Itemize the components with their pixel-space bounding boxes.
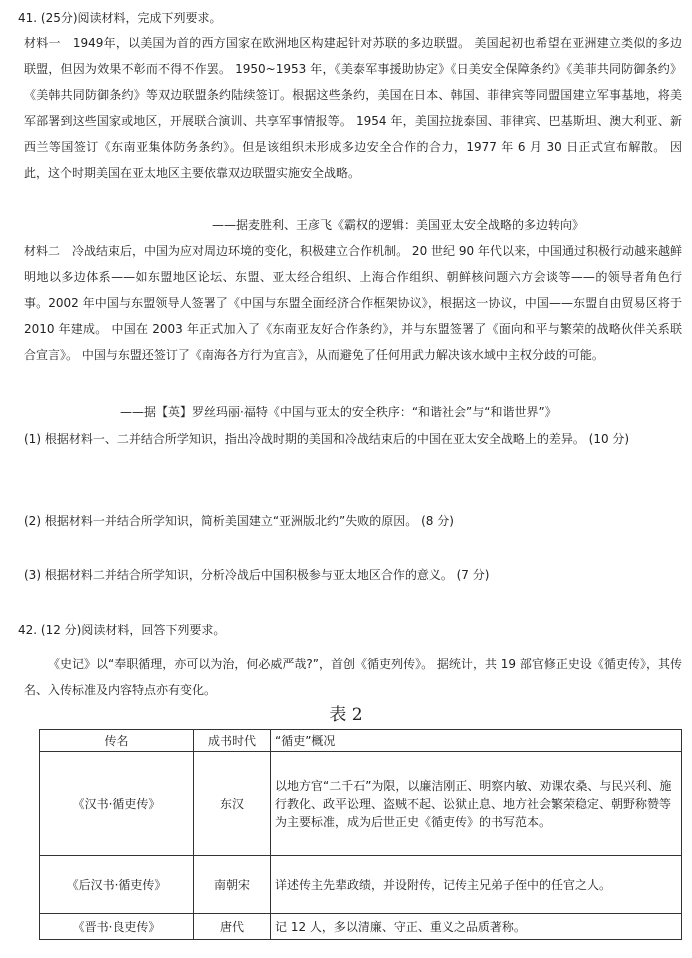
question-41-sub-2: (2) 根据材料一并结合所学知识，简析美国建立“亚洲版北约”失败的原因。 (8 分)	[24, 514, 454, 528]
table-cell-desc: 详述传主先辈政绩，并设附传，记传主兄弟子侄中的任官之人。	[271, 856, 682, 914]
material-two-text: 材料二 冷战结束后，中国为应对周边环境的变化，积极建立合作机制。 20 世纪 90 年代以来，中国通过积极行动越来越鲜明地以多边体系——如东盟地区论坛、东盟、亚太经合组织、上海合作组织、朝鲜核问题六方会谈等——的领导者角色行事。2002 年中国与东盟领导人签署了《中国与东盟全面经济合作框架协议》，根据这一协议，中国——东盟自由贸易区将于 2010 年建成。 中国在 2003 年正式加入了《东南亚友好合作条约》，并与东盟签署了《面向和平与繁荣的战略伙伴关系联合宣言》。 中国与东盟还签订了《南海各方行为宣言》，从而避免了任何用武力解决该水域中主权分歧的可能。	[24, 244, 682, 362]
table-cell-name: 《后汉书·循吏传》	[40, 856, 194, 914]
table-header-overview: “循吏”概况	[271, 730, 682, 752]
material-one-text: 材料一 1949年，以美国为首的西方国家在欧洲地区构建起针对苏联的多边联盟。 美国起初也希望在亚洲建立类似的多边联盟，但因为效果不彰而不得不作罢。 1950~1953 年，《美泰军事援助协定》《日美安全保障条约》《美菲共同防御条约》《美韩共同防御条约》等双边联盟条约陆续签订。根据这些条约，美国在日本、韩国、菲律宾等同盟国建立军事基地，将美军部署到这些国家或地区，开展联合演训、共享军事情报等。 1954 年，美国拉拢泰国、菲律宾、巴基斯坦、澳大利亚、新西兰等国签订《东南亚集体防务条约》。但是该组织未形成多边安全合作的合力，1977 年 6 月 30 日正式宣布解散。 因此，这个时期美国在亚太地区主要依靠双边联盟实施安全战略。	[24, 36, 682, 180]
table-cell-desc: 记 12 人，多以清廉、守正、重义之品质著称。	[271, 914, 682, 940]
table-cell-desc: 以地方官“二千石”为限，以廉洁刚正、明察内敏、劝课农桑、与民兴利、施行教化、政平讼理、盗贼不起、讼狱止息、地方社会繁荣稳定、朝野称赞等为主要标准，成为后世正史《循吏传》的书写范本。	[271, 752, 682, 856]
table-header-name: 传名	[40, 730, 194, 752]
question-41-sub-1: (1) 根据材料一、二并结合所学知识，指出冷战时期的美国和冷战结束后的中国在亚太安全战略上的差异。 (10 分)	[24, 432, 630, 446]
table-header-era: 成书时代	[194, 730, 271, 752]
table-cell-name: 《晋书·良吏传》	[40, 914, 194, 940]
material-two-source: ——据【英】罗丝玛丽·福特《中国与亚太的安全秩序：“和谐社会”与“和谐世界”》	[120, 405, 557, 419]
table-title: 表 2	[329, 705, 363, 725]
table-cell-era: 唐代	[194, 914, 271, 940]
table-row	[40, 856, 682, 914]
question-42-intro: 《史记》以“奉职循理，亦可以为治，何必威严哉?”，首创《循吏列传》。 据统计，共 19 部官修正史设《循吏传》，其传名、入传标准及内容特点亦有变化。	[24, 657, 682, 697]
table-2	[39, 729, 682, 940]
table-cell-name: 《汉书·循吏传》	[40, 752, 194, 856]
question-41-sub-3: (3) 根据材料二并结合所学知识，分析冷战后中国积极参与亚太地区合作的意义。 (7 分)	[24, 568, 490, 582]
material-one-source: ——据麦胜利、王彦飞《霸权的逻辑：美国亚太安全战略的多边转向》	[212, 218, 585, 232]
table-header-row	[40, 730, 682, 752]
table-row	[40, 914, 682, 940]
table-row	[40, 752, 682, 856]
table-cell-era: 南朝宋	[194, 856, 271, 914]
question-42-title: 42. (12 分)阅读材料，回答下列要求。	[18, 623, 226, 637]
question-41-title: 41. (25分)阅读材料，完成下列要求。	[18, 11, 222, 25]
table-cell-era: 东汉	[194, 752, 271, 856]
